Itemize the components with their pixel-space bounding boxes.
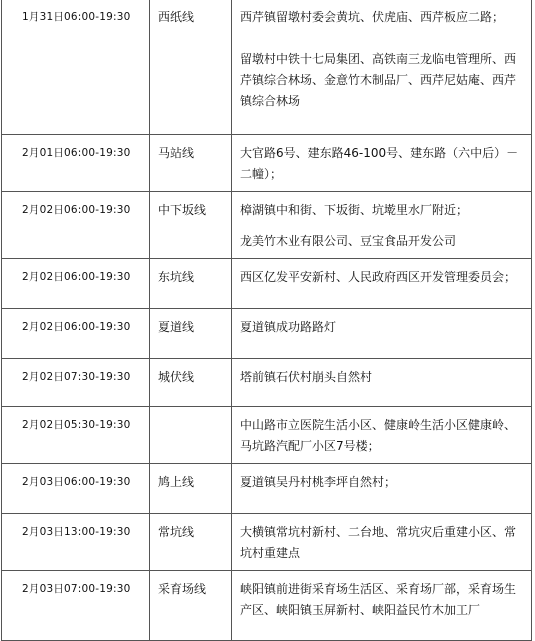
- table-row: [2, 464, 532, 514]
- line-name: 东坑线: [150, 259, 232, 309]
- line-name: 马站线: [150, 135, 232, 192]
- line-name: 常坑线: [150, 514, 232, 571]
- area-text: 中山路市立医院生活小区、健康岭生活小区健康岭、马坑路汽配厂小区7号楼；: [240, 418, 517, 453]
- affected-area: [232, 135, 532, 192]
- area-text: 龙美竹木业有限公司、豆宝食品开发公司: [240, 234, 457, 248]
- table-row: [2, 514, 532, 571]
- area-text: 大官路6号、建东路46-100号、建东路（六中后）－二幢）；: [240, 146, 519, 181]
- outage-table: [1, 0, 532, 641]
- outage-time: 2月02日05:30-19:30: [2, 407, 150, 464]
- line-name: 中下坂线: [150, 192, 232, 259]
- affected-area: [232, 0, 532, 135]
- table-row: [2, 407, 532, 464]
- outage-time: 2月03日13:00-19:30: [2, 514, 150, 571]
- affected-area: [232, 571, 532, 641]
- outage-time: 2月01日06:00-19:30: [2, 135, 150, 192]
- outage-time: 2月02日06:00-19:30: [2, 309, 150, 359]
- line-name: 城伏线: [150, 359, 232, 407]
- table-row: [2, 192, 532, 259]
- affected-area: [232, 309, 532, 359]
- table-row: [2, 259, 532, 309]
- line-name: [150, 407, 232, 464]
- affected-area: [232, 192, 532, 259]
- table-row: [2, 309, 532, 359]
- affected-area: [232, 259, 532, 309]
- outage-time: 2月02日06:00-19:30: [2, 192, 150, 259]
- affected-area: [232, 407, 532, 464]
- area-text: 西芹镇留墩村委会黄坑、伏虎庙、西芹板应二路；: [240, 10, 505, 24]
- area-text: 大横镇常坑村新村、二台地、常坑灾后重建小区、常坑村重建点: [240, 525, 517, 560]
- area-text: 樟湖镇中和街、下坂街、坑墘里水厂附近；: [240, 203, 469, 217]
- area-text: 夏道镇吴丹村桃李坪自然村；: [240, 475, 397, 489]
- outage-time: 1月31日06:00-19:30: [2, 0, 150, 135]
- area-text: 留墩村中铁十七局集团、高铁南三龙临电管理所、西芹镇综合林场、金意竹木制品厂、西芹尼姑庵、西芹镇综合林场: [240, 52, 517, 108]
- area-text: 西区亿发平安新村、人民政府西区开发管理委员会；: [240, 270, 517, 284]
- line-name: 西纸线: [150, 0, 232, 135]
- affected-area: [232, 359, 532, 407]
- affected-area: [232, 464, 532, 514]
- table-row: [2, 135, 532, 192]
- table-row: [2, 571, 532, 641]
- table-row: [2, 359, 532, 407]
- affected-area: [232, 514, 532, 571]
- outage-time: 2月02日06:00-19:30: [2, 259, 150, 309]
- outage-time: 2月02日07:30-19:30: [2, 359, 150, 407]
- outage-time: 2月03日06:00-19:30: [2, 464, 150, 514]
- area-text: 塔前镇石伏村崩头自然村: [240, 370, 373, 384]
- area-text: 峡阳镇前进街采育场生活区、采育场厂部，采育场生产区、峡阳镇玉屏新村、峡阳益民竹木加工厂: [240, 582, 517, 617]
- outage-time: 2月03日07:00-19:30: [2, 571, 150, 641]
- line-name: 夏道线: [150, 309, 232, 359]
- line-name: 采育场线: [150, 571, 232, 641]
- area-text: 夏道镇成功路路灯: [240, 320, 337, 334]
- table-row: [2, 0, 532, 135]
- line-name: 鸠上线: [150, 464, 232, 514]
